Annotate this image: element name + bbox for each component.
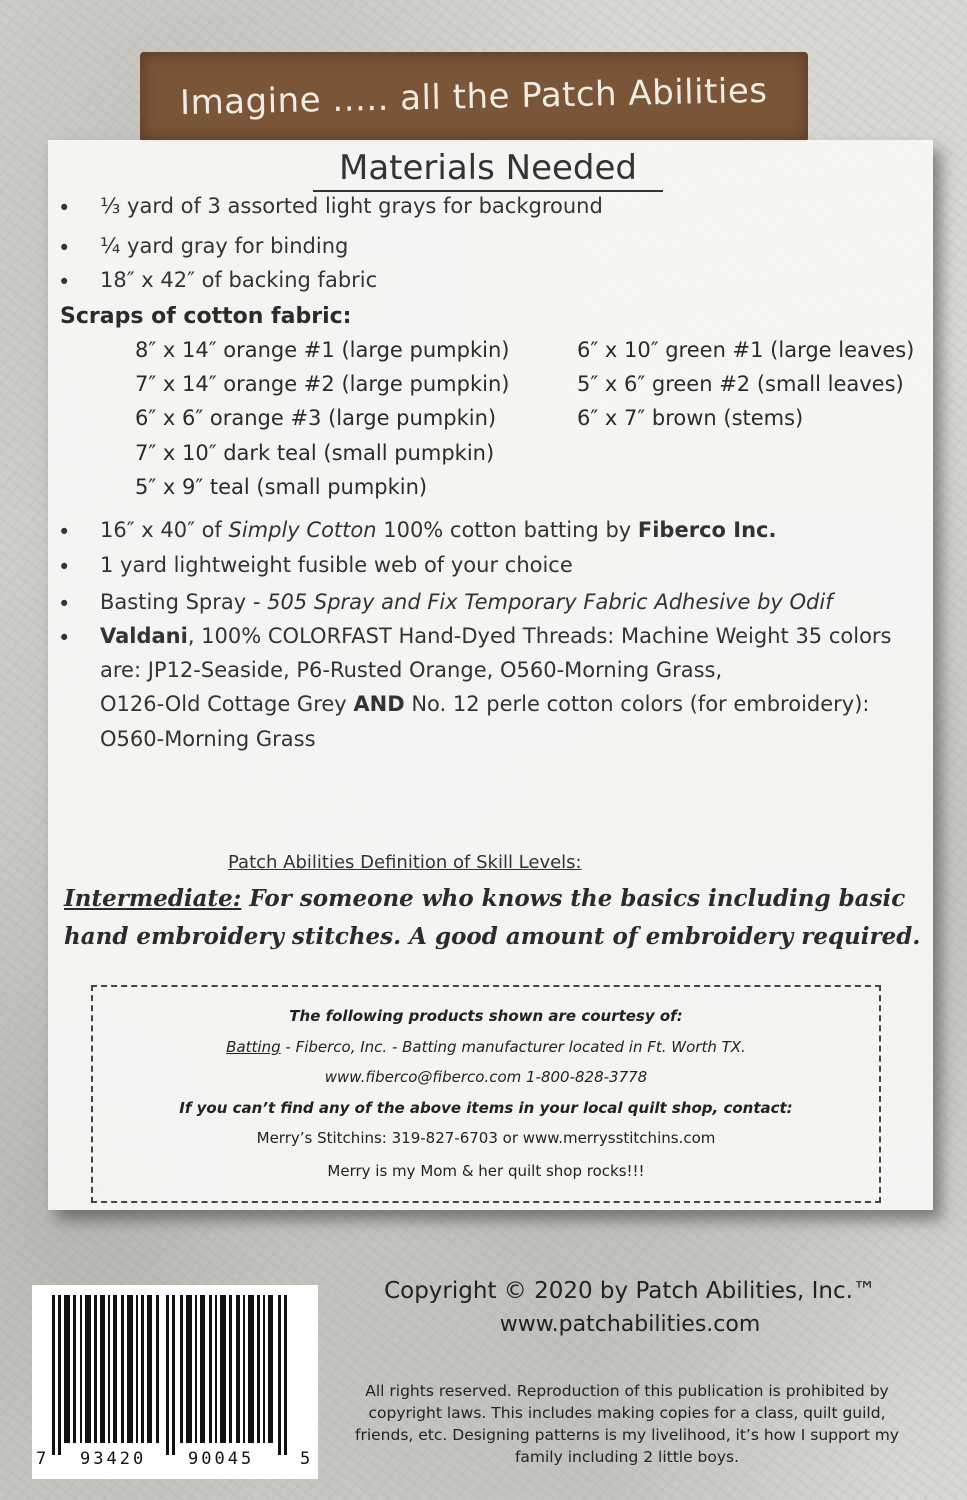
batting-brand: Fiberco Inc. xyxy=(637,518,777,542)
scraps-title: Scraps of cotton fabric: xyxy=(60,304,352,329)
valdani-text-3b: No. 12 perle cotton colors (for embroidery): xyxy=(404,692,870,716)
barcode-digit-last: 5 xyxy=(300,1449,311,1469)
rights-line-4: family including 2 little boys. xyxy=(514,1448,740,1466)
skill-label: Intermediate: xyxy=(64,885,242,912)
bullet-icon: • xyxy=(58,236,71,260)
courtesy-line-6: Merry is my Mom & her quilt shop rocks!!! xyxy=(327,1162,645,1180)
courtesy-line-1: The following products shown are courtesy of: xyxy=(289,1007,683,1025)
batting-text-mid: 100% cotton batting by xyxy=(376,518,638,542)
courtesy-line-3: www.fiberco@fiberco.com 1-800-828-3778 xyxy=(324,1068,648,1086)
skill-levels-title: Patch Abilities Definition of Skill Levels: xyxy=(228,852,582,873)
scrap-item: 5″ x 6″ green #2 (small leaves) xyxy=(577,372,904,396)
rights-line-2: copyright laws. This includes making copies for a class, quilt guild, xyxy=(368,1404,886,1422)
courtesy-line-4: If you can’t find any of the above items in your local quilt shop, contact: xyxy=(179,1099,793,1117)
courtesy-batting-rest: - Fiberco, Inc. - Batting manufacturer located in Ft. Worth TX. xyxy=(280,1038,746,1056)
materials-title: Materials Needed xyxy=(313,148,663,192)
rights-notice xyxy=(322,1380,932,1468)
banner-text: Imagine ..... all the Patch Abilities xyxy=(179,70,769,124)
scrap-item: 6″ x 10″ green #1 (large leaves) xyxy=(577,338,915,362)
scrap-item: 6″ x 6″ orange #3 (large pumpkin) xyxy=(135,406,497,430)
bullet-icon: • xyxy=(58,592,71,616)
scrap-item: 7″ x 10″ dark teal (small pumpkin) xyxy=(135,441,495,465)
bullet-icon: • xyxy=(58,270,71,294)
basting-text: Basting Spray - xyxy=(100,590,268,614)
content-card xyxy=(48,140,933,1210)
basting-item xyxy=(100,590,833,614)
fusible-item: 1 yard lightweight fusible web of your choice xyxy=(100,553,573,577)
valdani-line-2: are: JP12-Seaside, P6-Rusted Orange, O560-Morning Grass, xyxy=(100,658,723,682)
material-item: ¼ yard gray for binding xyxy=(100,234,349,258)
courtesy-batting: Batting xyxy=(226,1038,281,1056)
scrap-item: 6″ x 7″ brown (stems) xyxy=(577,406,804,430)
website: www.patchabilities.com xyxy=(499,1312,761,1337)
valdani-and: AND xyxy=(353,692,405,716)
valdani-line-4: O560-Morning Grass xyxy=(100,727,316,751)
material-item: 18″ x 42″ of backing fabric xyxy=(100,268,378,292)
scrap-item: 7″ x 14″ orange #2 (large pumpkin) xyxy=(135,372,510,396)
batting-product: Simply Cotton xyxy=(228,518,377,542)
barcode-digit-first: 7 xyxy=(36,1449,47,1469)
valdani-line-3 xyxy=(100,692,870,716)
courtesy-line-5: Merry’s Stitchins: 319-827-6703 or www.merrysstitchins.com xyxy=(256,1129,716,1147)
bullet-icon: • xyxy=(58,555,71,579)
batting-text: 16″ x 40″ of xyxy=(100,518,229,542)
material-item: ⅓ yard of 3 assorted light grays for background xyxy=(100,194,603,218)
valdani-text-3: O126-Old Cottage Grey xyxy=(100,692,354,716)
courtesy-box xyxy=(91,985,881,1203)
title-banner xyxy=(140,52,808,142)
skill-text-2: hand embroidery stitches. A good amount of embroidery required. xyxy=(64,923,921,950)
valdani-brand: Valdani xyxy=(100,624,188,648)
valdani-text: , 100% COLORFAST Hand-Dyed Threads: Machine Weight 35 colors xyxy=(187,624,892,648)
barcode-bars xyxy=(52,1295,300,1455)
barcode xyxy=(32,1285,318,1479)
copyright: Copyright © 2020 by Patch Abilities, Inc.™ xyxy=(384,1278,876,1304)
basting-product: 505 Spray and Fix Temporary Fabric Adhesive by Odif xyxy=(267,590,833,614)
batting-item xyxy=(100,518,776,542)
skill-description xyxy=(64,880,924,956)
bullet-icon: • xyxy=(58,520,71,544)
scrap-item: 5″ x 9″ teal (small pumpkin) xyxy=(135,475,428,499)
rights-line-1: All rights reserved. Reproduction of this publication is prohibited by xyxy=(365,1382,889,1400)
bullet-icon: • xyxy=(58,626,71,650)
valdani-line-1 xyxy=(100,624,892,648)
courtesy-line-2 xyxy=(93,1038,879,1056)
barcode-group-2: 90045 xyxy=(188,1449,255,1469)
skill-text-1: For someone who knows the basics including basic xyxy=(241,885,906,912)
scrap-item: 8″ x 14″ orange #1 (large pumpkin) xyxy=(135,338,510,362)
rights-line-3: friends, etc. Designing patterns is my livelihood, it’s how I support my xyxy=(355,1426,899,1444)
barcode-group-1: 93420 xyxy=(80,1449,147,1469)
bullet-icon: • xyxy=(58,196,71,220)
